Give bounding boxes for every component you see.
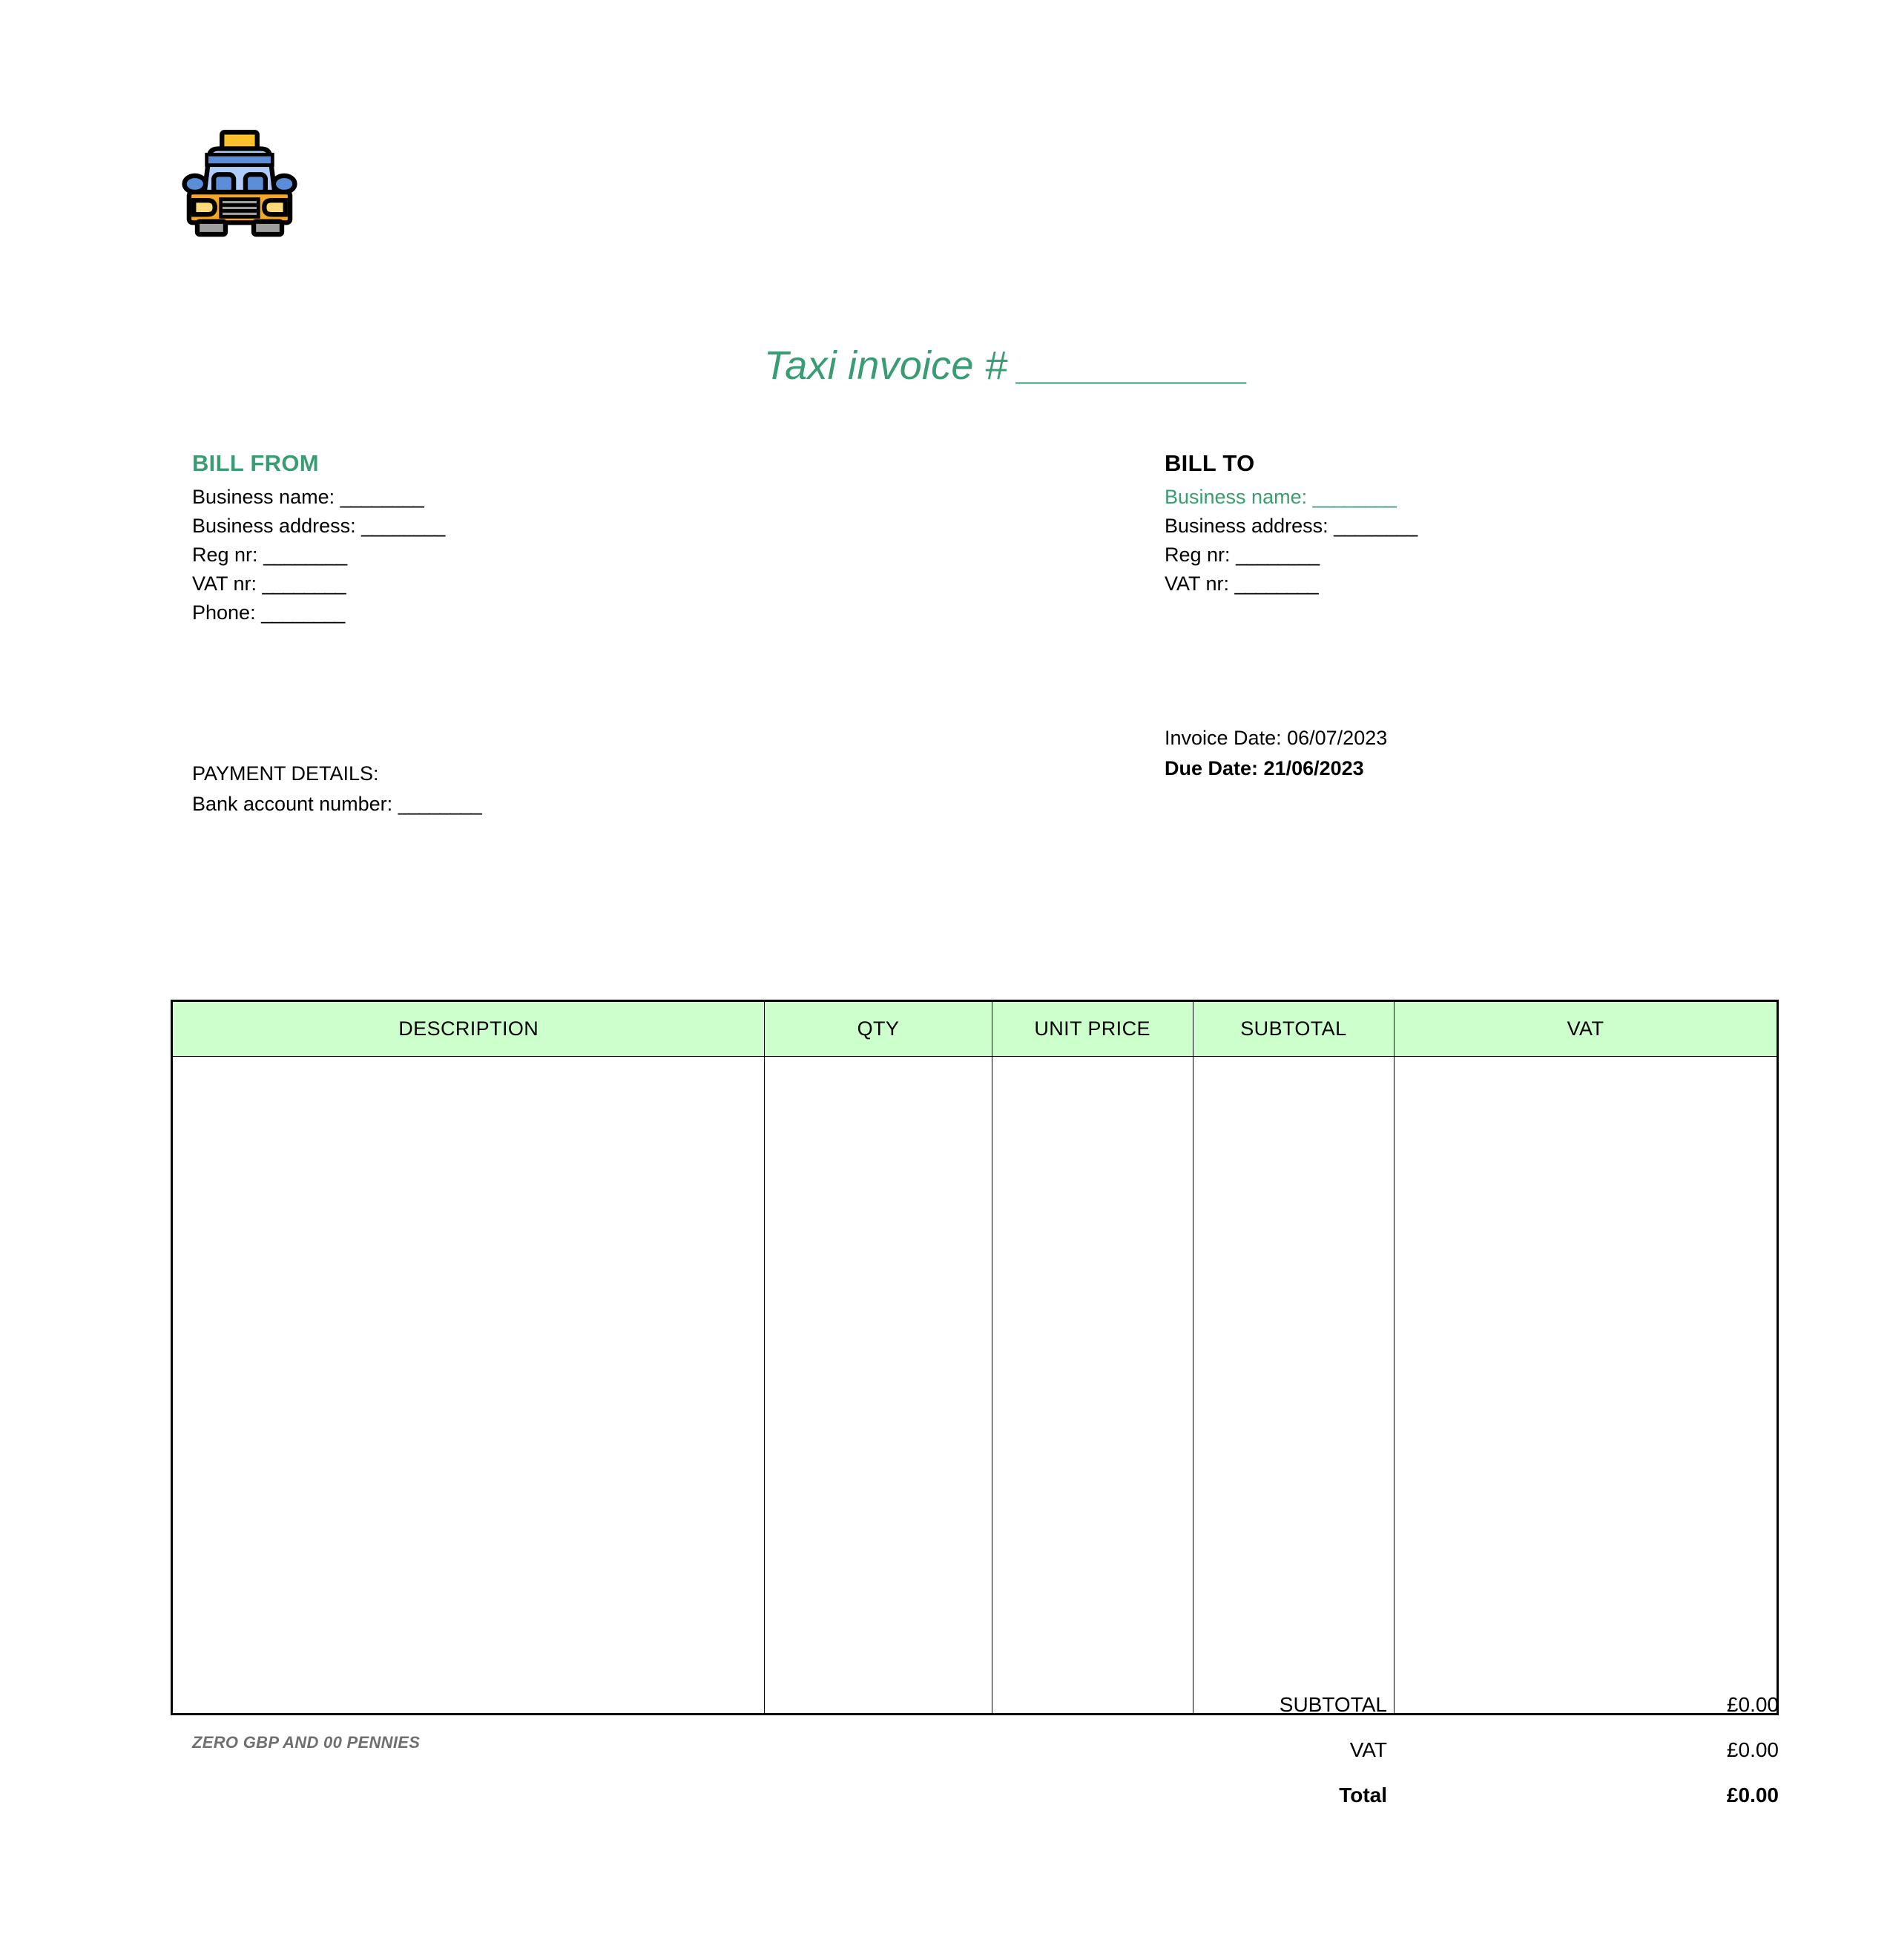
line-items-table [171, 1000, 1779, 1715]
bill-from-section [192, 451, 756, 627]
cell-description[interactable] [172, 1057, 765, 1715]
cell-subtotal[interactable] [1193, 1057, 1394, 1715]
invoice-title-text: Taxi invoice # [764, 343, 1007, 388]
bill-to-vat-nr-row [1165, 570, 1728, 598]
bill-from-phone-label: Phone: [192, 601, 256, 624]
vat-row [1076, 1738, 1779, 1784]
totals-section [1076, 1693, 1779, 1829]
bill-to-vat-nr-label: VAT nr: [1165, 573, 1230, 595]
payment-details-section [192, 759, 860, 819]
page-title [764, 343, 1248, 389]
bill-from-reg-nr-input[interactable]: ________ [263, 544, 347, 567]
amount-in-words: ZERO GBP AND 00 PENNIES [192, 1733, 421, 1752]
bill-from-business-name-label: Business name: [192, 486, 335, 509]
invoice-dates-section [1165, 723, 1758, 784]
bill-to-business-name-label: Business name: [1165, 486, 1308, 509]
bill-to-business-address-row [1165, 512, 1728, 541]
bill-from-vat-nr-row [192, 570, 756, 598]
bill-from-business-name-input[interactable]: ________ [340, 486, 424, 509]
bill-from-vat-nr-label: VAT nr: [192, 573, 257, 595]
bill-from-reg-nr-label: Reg nr: [192, 544, 258, 567]
cell-vat[interactable] [1395, 1057, 1778, 1715]
column-header-subtotal: SUBTOTAL [1193, 1001, 1394, 1057]
due-date-label: Due Date: [1165, 757, 1259, 779]
bill-to-business-name-row [1165, 483, 1728, 512]
column-header-qty: QTY [765, 1001, 992, 1057]
cell-unit-price[interactable] [992, 1057, 1193, 1715]
bill-from-phone-row [192, 598, 756, 627]
vat-value: £0.00 [1726, 1738, 1779, 1761]
bill-to-reg-nr-row [1165, 541, 1728, 570]
bill-from-business-name-row [192, 483, 756, 512]
bill-to-business-name-input[interactable]: ________ [1312, 486, 1396, 509]
invoice-date-row [1165, 723, 1758, 753]
table-row[interactable] [172, 1057, 1778, 1715]
bill-from-vat-nr-input[interactable]: ________ [262, 573, 346, 595]
bill-to-vat-nr-input[interactable]: ________ [1234, 573, 1318, 595]
total-row-grand [1076, 1784, 1779, 1829]
total-label: Total [1339, 1784, 1387, 1806]
bank-account-label: Bank account number: [192, 793, 393, 815]
bill-from-business-address-row [192, 512, 756, 541]
cell-qty[interactable] [765, 1057, 992, 1715]
table-header-row [172, 1001, 1778, 1057]
bank-account-row [192, 789, 860, 819]
invoice-date-label: Invoice Date: [1165, 727, 1282, 749]
invoice-number-blank[interactable]: ___________ [1018, 343, 1248, 388]
bill-to-business-address-input[interactable]: ________ [1334, 515, 1418, 538]
bill-from-business-address-label: Business address: [192, 515, 356, 538]
column-header-unit-price: UNIT PRICE [992, 1001, 1193, 1057]
vat-label: VAT [1349, 1738, 1387, 1761]
table-header [172, 1001, 1778, 1057]
subtotal-value: £0.00 [1726, 1693, 1779, 1716]
bill-from-heading: BILL FROM [192, 450, 319, 476]
due-date-value[interactable]: 21/06/2023 [1263, 757, 1364, 779]
subtotal-label: SUBTOTAL [1279, 1693, 1387, 1716]
bill-to-reg-nr-label: Reg nr: [1165, 544, 1231, 567]
taxi-icon [169, 125, 310, 243]
due-date-row [1165, 753, 1758, 784]
bill-from-business-address-input[interactable]: ________ [361, 515, 445, 538]
invoice-date-value[interactable]: 06/07/2023 [1287, 727, 1388, 749]
column-header-vat: VAT [1395, 1001, 1778, 1057]
subtotal-row [1076, 1693, 1779, 1738]
column-header-description: DESCRIPTION [172, 1001, 765, 1057]
bill-to-section [1165, 451, 1728, 598]
bill-from-reg-nr-row [192, 541, 756, 570]
total-value: £0.00 [1726, 1784, 1779, 1806]
bill-to-heading: BILL TO [1165, 450, 1255, 476]
bill-to-reg-nr-input[interactable]: ________ [1236, 544, 1320, 567]
payment-details-heading: PAYMENT DETAILS: [192, 762, 379, 785]
bank-account-input[interactable]: ________ [398, 793, 481, 815]
table-body [172, 1057, 1778, 1715]
bill-to-business-address-label: Business address: [1165, 515, 1328, 538]
bill-from-phone-input[interactable]: ________ [261, 601, 345, 624]
